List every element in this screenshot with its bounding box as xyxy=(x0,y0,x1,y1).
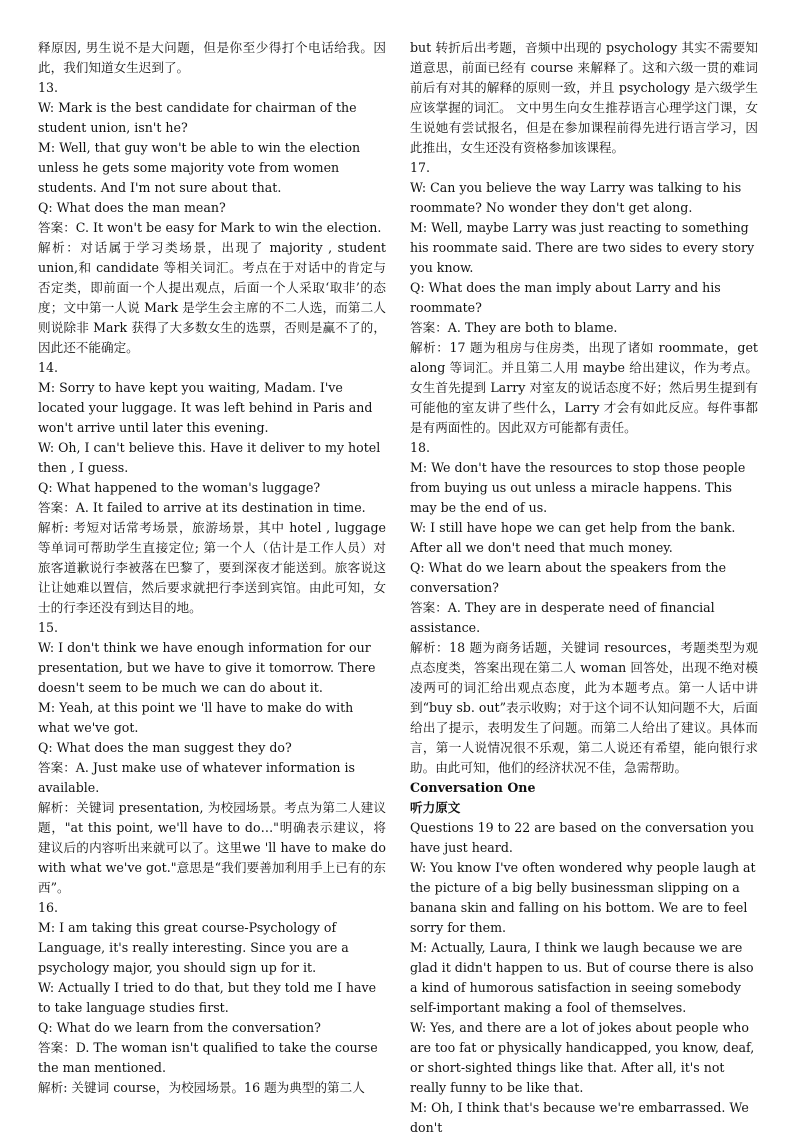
analysis-paragraph: 解析：17 题为租房与住房类，出现了诸如 roommate，get along 等词汇。并且第二人用 maybe 给出建议，作为考点。女生首先提到 Larry 对室友的说话态度不好；然后男生提到有可能他的室友讲了些什么，Larry 才会有如此反应。每件事都是有两面性的。因此双方可能都有责任。 xyxy=(410,340,758,435)
dialogue-line: W: Mark is the best candidate for chairman of the student union, isn't he? xyxy=(38,100,357,135)
question-line: Q: What do we learn from the conversation? xyxy=(38,1020,321,1035)
analysis-paragraph: 解析：18 题为商务话题，关键词 resources，考题类型为观点态度类，答案出现在第二人 woman 回答处，出现不绝对模凌两可的词汇给出观点态度，此为本题考点。第一人话中讲到“buy sb. out”表示收购；对于这个词不认知问题不大，后面给出了提示，表明发生了问题。而第二人给出了建议。具体而言，第一人说情况很不乐观，第二人说还有希望，能向银行求助。由此可知，他们的经济状况不佳，急需帮助。 xyxy=(410,640,758,775)
analysis-paragraph: 解析：对话属于学习类场景，出现了 majority , student union,和 candidate 等相关词汇。考点在于对话中的肯定与否定类，即前面一个人提出观点，后面一个人采取‘取非’的态度；文中第一人说 Mark 是学生会主席的不二人选，而第二人则说除非 Mark 获得了大多数女生的选票，否则是赢不了的，因此还不能确定。 xyxy=(38,240,386,355)
transcript-heading: 听力原文 xyxy=(410,800,461,815)
dialogue-line: M: We don't have the resources to stop those people from buying us out unless a miracle happens. This may be the end of us. xyxy=(410,460,746,515)
dialogue-line: W: You know I've often wondered why people laugh at the picture of a big belly businessman slipping on a banana skin and falling on his bottom. We are to feel sorry for them. xyxy=(410,860,756,935)
dialogue-line: W: Oh, I can't believe this. Have it deliver to my hotel then , I guess. xyxy=(38,440,381,475)
analysis-paragraph: but 转折后出考题，音频中出现的 psychology 其实不需要知道意思，前面已经有 course 来解释了。这和六级一贯的难词前后有对其的解释的原则一致，并且 psychology 是六级学生应该掌握的词汇。 文中男生向女生推荐语言心理学这门课，女生说她有尝试报名，但是在参加课程前得先进行语言学习，因此推出，女生还没有资格参加该课程。 xyxy=(410,40,758,155)
analysis-paragraph: 解析：关键词 presentation, 为校园场景。考点为第二人建议题，"at this point, we'll have to do…"明确表示建议，将建议后的内容听出来就可以了。这里we 'll have to make do with what we've got."意思是“我们要善加利用手上已有的东西”。 xyxy=(38,800,386,895)
right-column xyxy=(410,38,758,1135)
question-number: 15. xyxy=(38,620,59,635)
analysis-paragraph: 解析: 考短对话常考场景，旅游场景，其中 hotel , luggage 等单词可帮助学生直接定位; 第一个人（估计是工作人员）对旅客道歉说行李被落在巴黎了，要到深夜才能送到。旅客说这让让她难以置信，然后要求就把行李送到宾馆。由此可知，女士的行李还没有到达目的地。 xyxy=(38,520,386,615)
dialogue-line: W: I don't think we have enough information for our presentation, but we have to give it tomorrow. There doesn't seem to be much we can do about it. xyxy=(38,640,376,695)
answer-line: 答案：A. They are in desperate need of financial assistance. xyxy=(410,600,715,635)
question-line: Q: What do we learn about the speakers from the conversation? xyxy=(410,560,727,595)
instruction-line: Questions 19 to 22 are based on the conversation you have just heard. xyxy=(410,820,755,855)
dialogue-line: M: Sorry to have kept you waiting, Madam. I've located your luggage. It was left behind in Paris and won't arrive until later this evening. xyxy=(38,380,373,435)
question-line: Q: What does the man mean? xyxy=(38,200,226,215)
answer-line: 答案：C. It won't be easy for Mark to win the election. xyxy=(38,220,382,235)
answer-line: 答案：A. They are both to blame. xyxy=(410,320,618,335)
analysis-paragraph: 解析: 关键词 course，为校园场景。16 题为典型的第二人 xyxy=(38,1080,365,1095)
dialogue-line: W: Yes, and there are a lot of jokes about people who are too fat or physically handicapped, you know, deaf, or short-sighted things like that. After all, it's not really funny to be like that. xyxy=(410,1020,755,1095)
conversation-heading: Conversation One xyxy=(410,780,536,795)
dialogue-line: M: Well, maybe Larry was just reacting to something his roommate said. There are two sides to every story you know. xyxy=(410,220,755,275)
question-number: 14. xyxy=(38,360,59,375)
question-number: 13. xyxy=(38,80,59,95)
question-number: 16. xyxy=(38,900,59,915)
question-line: Q: What does the man suggest they do? xyxy=(38,740,292,755)
dialogue-line: W: Actually I tried to do that, but they told me I have to take language studies first. xyxy=(38,980,377,1015)
dialogue-line: M: Well, that guy won't be able to win the election unless he gets some majority vote from women students. And I'm not sure about that. xyxy=(38,140,361,195)
question-number: 18. xyxy=(410,440,431,455)
dialogue-line: M: Oh, I think that's because we're embarrassed. We don't xyxy=(410,1100,749,1135)
question-number: 17. xyxy=(410,160,431,175)
answer-line: 答案：A. It failed to arrive at its destination in time. xyxy=(38,500,366,515)
paragraph: 释原因, 男生说不是大问题，但是你至少得打个电话给我。因此，我们知道女生迟到了。 xyxy=(38,40,386,75)
question-line: Q: What does the man imply about Larry and his roommate? xyxy=(410,280,721,315)
answer-line: 答案：A. Just make use of whatever information is available. xyxy=(38,760,356,795)
dialogue-line: W: I still have hope we can get help from the bank. After all we don't need that much money. xyxy=(410,520,736,555)
answer-line: 答案：D. The woman isn't qualified to take the course the man mentioned. xyxy=(38,1040,378,1075)
question-line: Q: What happened to the woman's luggage? xyxy=(38,480,321,495)
dialogue-line: M: I am taking this great course-Psychology of Language, it's really interesting. Since you are a psychology major, you should sign up for it. xyxy=(38,920,349,975)
left-column xyxy=(38,38,386,1095)
dialogue-line: M: Actually, Laura, I think we laugh because we are glad it didn't happen to us. But of course there is also a kind of humorous satisfaction in seeing somebody self-important making a fool of themselves. xyxy=(410,940,754,1015)
dialogue-line: M: Yeah, at this point we 'll have to make do with what we've got. xyxy=(38,700,354,735)
dialogue-line: W: Can you believe the way Larry was talking to his roommate? No wonder they don't get along. xyxy=(410,180,742,215)
